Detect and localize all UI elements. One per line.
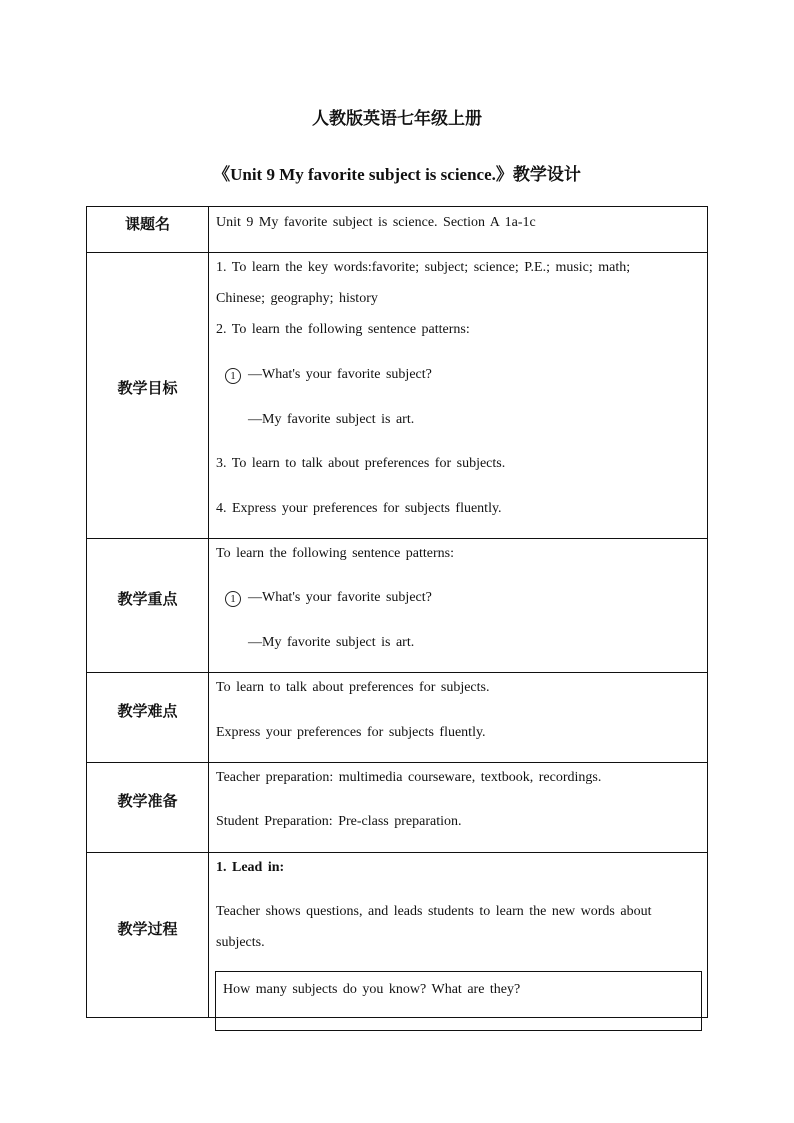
topic-label: 课题名: [124, 215, 170, 233]
row-divider: [87, 762, 707, 763]
objectives-label: 教学目标: [117, 379, 178, 397]
document-subtitle: 《Unit 9 My favorite subject is science.》教学设计: [213, 165, 581, 184]
question-box: [215, 971, 702, 1031]
question-box-text: How many subjects do you know? What are they?: [223, 982, 521, 997]
objective-line: 3. To learn to talk about preferences for subjects.: [216, 456, 506, 471]
key-points-label: 教学重点: [117, 590, 178, 608]
document-title: 人教版英语七年级上册: [312, 109, 482, 129]
objective-line: 1. To learn the key words:favorite; subject; science; P.E.; music; math;: [216, 260, 631, 275]
difficulty-line: Express your preferences for subjects fluently.: [216, 725, 486, 740]
preparation-label: 教学准备: [117, 792, 178, 810]
topic-text: Unit 9 My favorite subject is science. Section A 1a-1c: [216, 215, 536, 230]
circled-number: 1: [225, 368, 241, 384]
preparation-line: Student Preparation: Pre-class preparation.: [216, 814, 462, 829]
circled-number: 1: [225, 591, 241, 607]
key-point-answer: —My favorite subject is art.: [248, 635, 415, 650]
row-divider: [87, 852, 707, 853]
row-divider: [87, 538, 707, 539]
objective-line: 2. To learn the following sentence patterns:: [216, 322, 470, 337]
preparation-line: Teacher preparation: multimedia courseware, textbook, recordings.: [216, 770, 602, 785]
difficulty-line: To learn to talk about preferences for subjects.: [216, 680, 490, 695]
difficulties-label: 教学难点: [117, 702, 178, 720]
process-label: 教学过程: [117, 920, 178, 938]
column-divider: [208, 207, 209, 1017]
process-heading: 1. Lead in:: [216, 860, 285, 875]
process-line: Teacher shows questions, and leads students to learn the new words about: [216, 904, 652, 919]
key-point-line: To learn the following sentence patterns:: [216, 546, 454, 561]
process-line: subjects.: [216, 935, 265, 950]
objective-line: 4. Express your preferences for subjects fluently.: [216, 501, 502, 516]
objective-line: Chinese; geography; history: [216, 291, 378, 306]
objective-question: —What's your favorite subject?: [248, 367, 432, 382]
objective-answer: —My favorite subject is art.: [248, 412, 415, 427]
row-divider: [87, 672, 707, 673]
key-point-question: —What's your favorite subject?: [248, 590, 432, 605]
lesson-plan-table: [86, 206, 708, 1018]
row-divider: [87, 252, 707, 253]
